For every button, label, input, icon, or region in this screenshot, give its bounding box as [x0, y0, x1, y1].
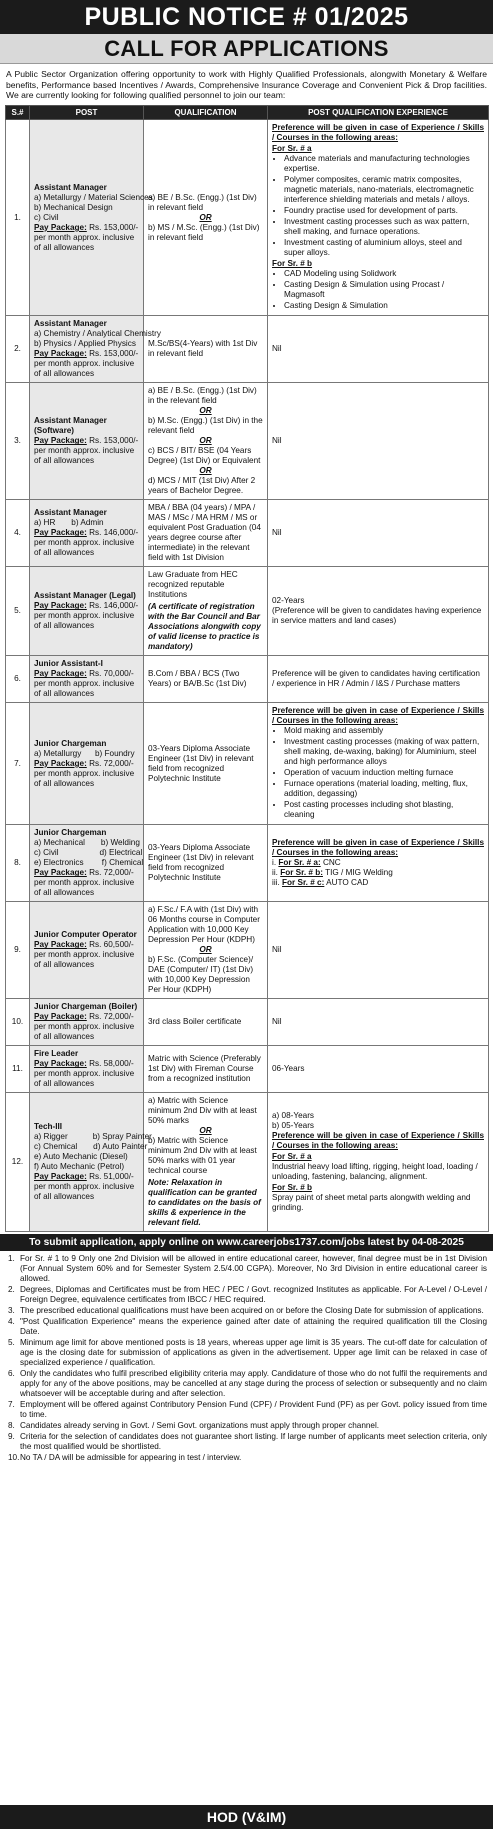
note-item [6, 1453, 487, 1463]
note-item [6, 1317, 487, 1337]
or-separator: OR [199, 406, 212, 416]
post-cell [30, 703, 144, 825]
experience-cell [268, 1093, 489, 1232]
qualification-cell [144, 703, 268, 825]
qualification-text: MBA / BBA (04 years) / MPA / MAS / MSc / MA HRM / MS or equivalent Post Graduation (04 years degree course after intermediate) in the relevant field with 1st Division [148, 503, 261, 563]
pay-package-label: Pay Package: [34, 436, 87, 446]
intro-paragraph: A Public Sector Organization offering opportunity to work with Highly Qualified Professionals, alongwith Monetary & Welfare benefits, Performance based Incentives / Awards, Comprehensive Insurance Coverage and Convenient Pick & Drop facilities. We are currently looking for following qualified personnel to join our team: [6, 69, 487, 101]
post-title: Junior Chargeman (Boiler) [34, 1002, 138, 1012]
qualification-option: b) Matric with Science minimum 2nd Div with at least 50% marks with 01 year technical course [148, 1136, 257, 1176]
post-title: Junior Chargeman [34, 828, 107, 838]
post-title: Assistant Manager [34, 508, 107, 518]
note-number: 10. [8, 1453, 20, 1463]
post-cell [30, 656, 144, 703]
col-header-experience: POST QUALIFICATION EXPERIENCE [268, 105, 489, 120]
experience-note: (Preference will be given to candidates having experience in service matters and land cases) [272, 606, 482, 626]
experience-text: 02-Years [272, 596, 305, 606]
or-separator: OR [199, 212, 212, 222]
pay-package-label: Pay Package: [34, 868, 87, 878]
pay-package [34, 601, 139, 631]
pay-package-value: Rs. 58,000/- per month approx. inclusive of all allowances [34, 1059, 135, 1089]
post-title: Fire Leader [34, 1049, 79, 1059]
experience-text: Nil [272, 436, 282, 446]
experience-cell [268, 120, 489, 316]
serial-number: 7. [14, 758, 21, 768]
post-cell [30, 120, 153, 316]
pay-package [34, 759, 139, 789]
note-text: The prescribed educational qualifications must have been acquired on or before the Closing Date for submission of applications. [20, 1306, 484, 1316]
experience-cell [268, 500, 489, 567]
pay-package-value: Rs. 146,000/- per month approx. inclusive of all allowances [34, 601, 139, 631]
pay-package-value: Rs. 51,000/- per month approx. inclusive of all allowances [34, 1172, 135, 1202]
note-item [6, 1338, 487, 1368]
experience-item: • Post casting processes including shot blasting, cleaning [284, 800, 484, 820]
table-row [6, 120, 489, 316]
serial-number: 8. [14, 858, 21, 868]
experience-text: Industrial heavy load lifting, rigging, height load, loading / unloading, fastening, balancing, alignment. [272, 1162, 478, 1182]
serial-number: 4. [14, 528, 21, 538]
note-text: Minimum age limit for above mentioned posts is 18 years, whereas upper age limit is 35 years. The cut-off date for calculation of age is the closing date for submission of applications as given in the advertisement. Upper age limit can be relaxed in case of specialized experience / qualification. [20, 1338, 487, 1368]
item-number: iii. [272, 878, 280, 888]
serial-number: 11. [12, 1064, 23, 1074]
pay-package [34, 669, 139, 699]
table-row [6, 316, 489, 383]
qualification-option: b) M.Sc. (Engg.) (1st Div) in the relevant field [148, 416, 263, 436]
experience-cell [268, 1046, 489, 1093]
experience-cell [268, 703, 489, 825]
pay-package-value: Rs. 153,000/- per month approx. inclusive of all allowances [34, 436, 139, 466]
qualification-text: Law Graduate from HEC recognized reputable Institutions [148, 570, 238, 600]
pay-package-value: Rs. 72,000/- per month approx. inclusive of all allowances [34, 758, 135, 788]
experience-list [284, 726, 484, 820]
pay-package-label: Pay Package: [34, 349, 87, 359]
pay-package-value: Rs. 70,000/- per month approx. inclusive of all allowances [34, 669, 135, 699]
serial-number: 10. [11, 1017, 24, 1027]
serial-number: 5. [14, 606, 21, 616]
qualification-option: b) F.Sc. (Computer Science)/ DAE (Computer/ IT) (1st Div) with 10,000 Key Depression Per Hour (KDPH) [148, 955, 254, 995]
group-label: For Sr. # a [272, 144, 312, 154]
experience-cell [268, 825, 489, 902]
pay-package-label: Pay Package: [34, 1059, 87, 1069]
experience-list [284, 269, 484, 311]
serial-number: 12. [11, 1157, 24, 1167]
signatory-footer: HOD (V&IM) [0, 1805, 493, 1829]
pay-package [34, 436, 139, 466]
experience-cell [268, 656, 489, 703]
note-text: Degrees, Diplomas and Certificates must be from HEC / PEC / Govt. recognized Institutes as applicable. For A-Level / O-Level / Foreign Degree, equivalence certificates from IBCC / HEC required. [20, 1285, 487, 1305]
experience-text: TIG / MIG Welding [325, 868, 393, 878]
post-title: Assistant Manager [34, 182, 107, 192]
qualification-text: 03-Years Diploma Associate Engineer (1st Div) in relevant field from recognized Polytechnic Institute [148, 843, 254, 883]
item-number: ii. [272, 868, 278, 878]
discipline: a) Metallurgy b) Foundry [34, 748, 135, 758]
experience-item: • Investment casting processes such as wax pattern, shell making, and furnace operations. [284, 217, 484, 237]
table-header-row [6, 105, 489, 120]
pay-package [34, 1012, 139, 1042]
pay-package-label: Pay Package: [34, 528, 87, 538]
group-label: For Sr. # b: [280, 868, 323, 878]
experience-item: • Casting Design & Simulation using Procast / Magmasoft [284, 280, 484, 300]
post-cell [30, 825, 144, 902]
note-text: For Sr. # 1 to 9 Only one 2nd Division will be allowed in entire educational career, however, final degree must be in 1st Division (For Annual System 60% and for Semester System 2.5/4.00 CGPA). Moreover, No 3rd Division in entire educational career is allowed. [20, 1254, 487, 1284]
discipline: c) Civil d) Electrical [34, 848, 143, 858]
pay-package [34, 1059, 139, 1089]
table-row [6, 1046, 489, 1093]
discipline: c) Chemical d) Auto Painter [34, 1142, 148, 1152]
qualification-text: B.Com / BBA / BCS (Two Years) or BA/B.Sc (1st Div) [148, 669, 247, 689]
pay-package-label: Pay Package: [34, 1172, 87, 1182]
note-number: 6. [8, 1369, 15, 1379]
experience-item: • Foundry practise used for development of parts. [284, 206, 484, 216]
note-item [6, 1400, 487, 1420]
experience-text: Spray paint of sheet metal parts alongwith welding and grinding. [272, 1193, 471, 1213]
discipline: a) Rigger b) Spray Painter [34, 1132, 152, 1142]
note-number: 2. [8, 1285, 15, 1295]
or-separator: OR [199, 466, 212, 476]
discipline: e) Auto Mechanic (Diesel) [34, 1152, 128, 1162]
post-title: Assistant Manager (Software) [34, 416, 107, 436]
discipline: e) Electronics f) Chemical [34, 858, 144, 868]
note-item [6, 1421, 487, 1431]
note-text: Candidates already serving in Govt. / Semi Govt. organizations must apply through proper channel. [20, 1421, 380, 1431]
serial-number: 6. [14, 674, 21, 684]
col-header-qualification: QUALIFICATION [144, 105, 268, 120]
experience-item: • Operation of vacuum induction melting furnace [284, 768, 484, 778]
or-separator: OR [199, 945, 212, 955]
preference-statement: Preference will be given in case of Experience / Skills / Courses in the following areas: [272, 706, 484, 726]
discipline: a) Chemistry / Analytical Chemistry [34, 329, 161, 339]
experience-years: b) 05-Years [272, 1121, 315, 1131]
note-number: 8. [8, 1421, 15, 1431]
experience-text: Nil [272, 945, 282, 955]
qualification-text: Matric with Science (Preferably 1st Div) with Fireman Course from a recognized institution [148, 1054, 261, 1084]
serial-number: 1. [14, 212, 21, 222]
pay-package [34, 223, 139, 253]
pay-package-value: Rs. 153,000/- per month approx. inclusive of all allowances [34, 222, 139, 252]
serial-number: 3. [14, 436, 21, 446]
post-title: Assistant Manager [34, 319, 107, 329]
pay-package-label: Pay Package: [34, 758, 87, 768]
note-item [6, 1254, 487, 1284]
or-separator: OR [199, 436, 212, 446]
note-text: No TA / DA will be admissible for appearing in test / interview. [20, 1453, 242, 1463]
experience-text: CNC [322, 858, 341, 868]
pay-package [34, 940, 139, 970]
table-row [6, 1093, 489, 1232]
note-number: 9. [8, 1432, 15, 1442]
note-number: 4. [8, 1317, 15, 1327]
experience-item: • Furnace operations (material loading, melting, flux, addition, degassing) [284, 779, 484, 799]
serial-number: 9. [14, 945, 21, 955]
discipline: a) Mechanical b) Welding [34, 838, 140, 848]
note-item [6, 1306, 487, 1316]
post-title: Tech-III [34, 1122, 63, 1132]
serial-number: 2. [14, 344, 21, 354]
qualification-option: a) BE / B.Sc. (Engg.) (1st Div) in the relevant field [148, 386, 257, 406]
or-separator: OR [199, 1126, 212, 1136]
pay-package-label: Pay Package: [34, 940, 87, 950]
item-number: i. [272, 858, 277, 868]
positions-table [5, 105, 489, 1233]
discipline: f) Auto Mechanic (Petrol) [34, 1162, 125, 1172]
post-cell [30, 567, 144, 656]
group-label: For Sr. # b [272, 1183, 313, 1193]
pay-package [34, 1172, 139, 1202]
note-item [6, 1369, 487, 1399]
post-title: Junior Chargeman [34, 738, 107, 748]
col-header-sno: S.# [6, 105, 30, 120]
preference-statement: Preference will be given in case of Experience / Skills / Courses in the following areas: [272, 123, 484, 143]
experience-item: • CAD Modeling using Solidwork [284, 269, 484, 279]
pay-package-label: Pay Package: [34, 1012, 87, 1022]
experience-item: • Advance materials and manufacturing technologies expertise. [284, 154, 484, 174]
experience-item [272, 858, 484, 868]
experience-item: • Mold making and assembly [284, 726, 484, 736]
qualification-note: Note: Relaxation in qualification can be granted to candidates on the basis of skills & experience in the relevant field. [148, 1178, 261, 1228]
notes-list [0, 1253, 493, 1463]
discipline: a) HR b) Admin [34, 518, 104, 528]
table-row [6, 902, 489, 999]
qualification-note: (A certificate of registration with the Bar Council and Bar Associations alongwith copy of valid license to practice is mandatory) [148, 602, 261, 652]
table-row [6, 500, 489, 567]
experience-cell [268, 902, 489, 999]
experience-cell [268, 999, 489, 1046]
pay-package-value: Rs. 72,000/- per month approx. inclusive of all allowances [34, 1012, 135, 1042]
col-header-post: POST [30, 105, 144, 120]
group-label: For Sr. # a: [278, 858, 321, 868]
note-text: Only the candidates who fulfil prescribed eligibility criteria may apply. Candidature of those who do not fulfil the requirements and apply for any of the above positions, may be cancelled at any stage during the process of selection or subsequently and no claim whatsoever will be acceptable during and after selection. [20, 1369, 487, 1399]
group-label: For Sr. # b [272, 259, 313, 269]
qualification-option: d) MCS / MIT (1st Div) After 2 years of Bachelor Degree. [148, 476, 256, 496]
qualification-cell [144, 825, 268, 902]
pay-package-value: Rs. 72,000/- per month approx. inclusive of all allowances [34, 868, 135, 898]
post-title: Junior Assistant-I [34, 659, 103, 669]
experience-item: • Investment casting of aluminium alloys, steel and super alloys. [284, 238, 484, 258]
preference-statement: Preference will be given in case of Experience / Skills / Courses in the following areas: [272, 1131, 484, 1151]
note-text: Employment will be offered against Contributory Pension Fund (CPF) / Provident Fund (PF) as per Govt. policy issued from time to time. [20, 1400, 487, 1420]
discipline: b) Physics / Applied Physics [34, 339, 136, 349]
experience-item: • Polymer composites, ceramic matrix composites, magnetic materials, nano-materials, electromagnetic interference shielding materials and metals / alloys. [284, 175, 484, 205]
qualification-option: a) Matric with Science minimum 2nd Div with at least 50% marks [148, 1096, 257, 1126]
experience-text: Preference will be given to candidates having certification / experience in HR / Admin / I&S / Purchase matters [272, 669, 480, 689]
qualification-cell [144, 656, 268, 703]
experience-cell [268, 383, 489, 500]
experience-text: 06-Years [272, 1064, 305, 1074]
group-label: For Sr. # c: [282, 878, 325, 888]
experience-item: • Casting Design & Simulation [284, 301, 484, 311]
note-number: 5. [8, 1338, 15, 1348]
pay-package [34, 349, 139, 379]
table-row [6, 703, 489, 825]
post-cell [30, 1046, 144, 1093]
note-number: 7. [8, 1400, 15, 1410]
post-cell [30, 500, 144, 567]
experience-text: Nil [272, 344, 282, 354]
qualification-cell [144, 120, 268, 316]
qualification-cell [144, 902, 268, 999]
notice-subtitle: CALL FOR APPLICATIONS [0, 34, 493, 64]
experience-cell [268, 316, 489, 383]
experience-years: a) 08-Years [272, 1111, 315, 1121]
post-cell [30, 902, 144, 999]
post-cell [30, 999, 144, 1046]
experience-item [272, 878, 484, 888]
qualification-cell [144, 500, 268, 567]
experience-item [272, 868, 484, 878]
pay-package [34, 868, 139, 898]
experience-item: • Investment casting processes (making of wax pattern, shell making, de-waxing, baking) for Aluminium, steel and high performance alloys [284, 737, 484, 767]
note-text: "Post Qualification Experience" means the experience gained after date of attaining the required qualification till the Closing Date. [20, 1317, 487, 1337]
qualification-option: a) F.Sc./ F.A with (1st Div) with 06 Months course in Computer Application with 10,000 Key Depression Per Hour (KDPH) [148, 905, 260, 945]
pay-package-label: Pay Package: [34, 222, 87, 232]
table-row [6, 567, 489, 656]
post-cell [30, 316, 161, 383]
post-title: Junior Computer Operator [34, 930, 137, 940]
qualification-cell [144, 383, 268, 500]
discipline: b) Mechanical Design [34, 202, 113, 212]
pay-package-label: Pay Package: [34, 669, 87, 679]
table-row [6, 383, 489, 500]
table-row [6, 825, 489, 902]
pay-package-label: Pay Package: [34, 601, 87, 611]
discipline: a) Metallurgy / Material Sciences [34, 192, 153, 202]
post-title: Assistant Manager (Legal) [34, 591, 136, 601]
qualification-cell [144, 999, 268, 1046]
notice-title: PUBLIC NOTICE # 01/2025 [0, 0, 493, 34]
pay-package-value: Rs. 153,000/- per month approx. inclusive of all allowances [34, 349, 139, 379]
pay-package [34, 528, 139, 558]
group-label: For Sr. # a [272, 1152, 312, 1162]
qualification-option: b) MS / M.Sc. (Engg.) (1st Div) in relevant field [148, 222, 260, 242]
note-number: 3. [8, 1306, 15, 1316]
pay-package-value: Rs. 146,000/- per month approx. inclusive of all allowances [34, 528, 139, 558]
table-row [6, 999, 489, 1046]
qualification-cell [144, 316, 268, 383]
qualification-option: c) BCS / BIT/ BSE (04 Years Degree) (1st Div) or Equivalent [148, 446, 261, 466]
qualification-cell [144, 1046, 268, 1093]
preference-statement: Preference will be given in case of Experience / Skills / Courses in the following areas: [272, 838, 484, 858]
qualification-text: 3rd class Boiler certificate [148, 1017, 242, 1027]
note-number: 1. [8, 1254, 15, 1264]
qualification-text: 03-Years Diploma Associate Engineer (1st Div) in relevant field from recognized Polytechnic Institute [148, 743, 254, 783]
qualification-text: M.Sc/BS(4-Years) with 1st Div in relevant field [148, 339, 258, 359]
experience-text: Nil [272, 528, 282, 538]
discipline: c) Civil [34, 212, 59, 222]
post-cell [30, 383, 144, 500]
experience-text: Nil [272, 1017, 282, 1027]
qualification-option: a) BE / B.Sc. (Engg.) (1st Div) in relevant field [148, 192, 257, 212]
note-item [6, 1432, 487, 1452]
experience-cell [268, 567, 489, 656]
experience-text: AUTO CAD [326, 878, 369, 888]
note-item [6, 1285, 487, 1305]
apply-online-banner: To submit application, apply online on www.careerjobs1737.com/jobs latest by 04-08-2025 [0, 1234, 493, 1251]
experience-list [284, 154, 484, 258]
qualification-cell [144, 567, 268, 656]
note-text: Criteria for the selection of candidates does not guarantee short listing. If large number of applicants meet selection criteria, only the most qualified would be shortlisted. [20, 1432, 487, 1452]
table-row [6, 656, 489, 703]
post-cell [30, 1093, 152, 1232]
pay-package-value: Rs. 60,500/- per month approx. inclusive of all allowances [34, 940, 135, 970]
qualification-cell [144, 1093, 268, 1232]
